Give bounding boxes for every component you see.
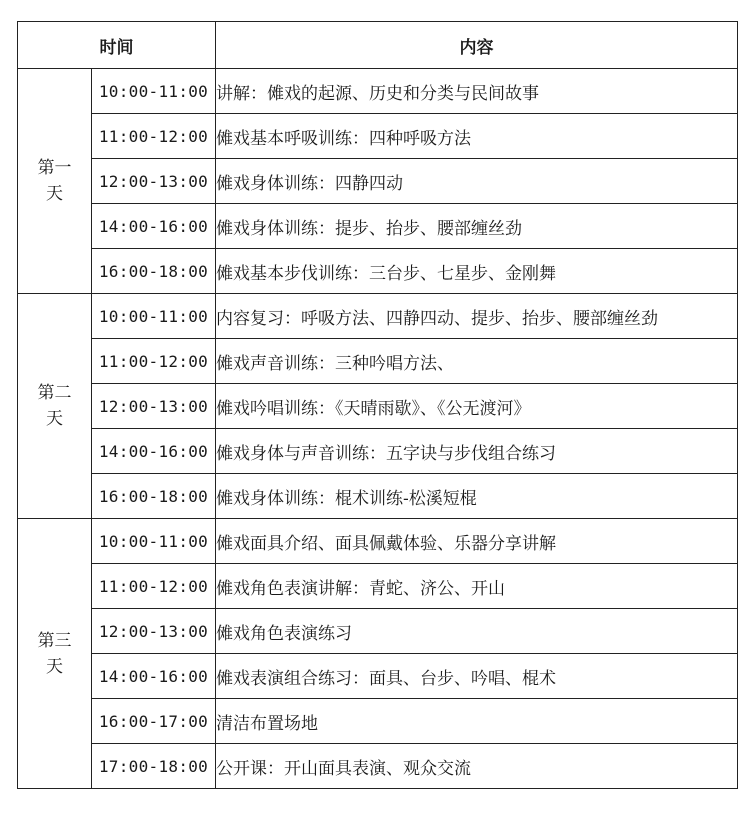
- table-row: [18, 519, 738, 564]
- day-label: [18, 519, 92, 789]
- content-cell: 傩戏面具介绍、面具佩戴体验、乐器分享讲解: [216, 519, 738, 564]
- table-row: [18, 204, 738, 249]
- content-cell: 公开课：开山面具表演、观众交流: [216, 744, 738, 789]
- content-cell: 讲解：傩戏的起源、历史和分类与民间故事: [216, 69, 738, 114]
- day-label-line2: 天: [46, 656, 63, 677]
- header-row: [18, 22, 738, 69]
- content-cell: 清洁布置场地: [216, 699, 738, 744]
- time-cell: 10:00-11:00: [92, 69, 216, 114]
- table-row: [18, 69, 738, 114]
- time-cell: 10:00-11:00: [92, 294, 216, 339]
- time-cell: 16:00-18:00: [92, 474, 216, 519]
- content-cell: 傩戏角色表演讲解：青蛇、济公、开山: [216, 564, 738, 609]
- content-cell: 傩戏基本呼吸训练：四种呼吸方法: [216, 114, 738, 159]
- time-cell: 14:00-16:00: [92, 654, 216, 699]
- table-row: [18, 159, 738, 204]
- time-cell: 16:00-18:00: [92, 249, 216, 294]
- day-label-line1: 第三: [37, 630, 72, 651]
- table-row: [18, 114, 738, 159]
- content-cell: 傩戏吟唱训练：《天晴雨歇》、《公无渡河》: [216, 384, 738, 429]
- content-cell: 傩戏身体与声音训练：五字诀与步伐组合练习: [216, 429, 738, 474]
- time-cell: 14:00-16:00: [92, 429, 216, 474]
- day-label: [18, 294, 92, 519]
- content-cell: 傩戏角色表演练习: [216, 609, 738, 654]
- header-time: 时间: [18, 22, 216, 69]
- day-label-line1: 第二: [37, 383, 72, 403]
- table-row: [18, 249, 738, 294]
- day-label-line1: 第一: [37, 158, 72, 178]
- time-cell: 16:00-17:00: [92, 699, 216, 744]
- table-row: [18, 744, 738, 789]
- time-cell: 10:00-11:00: [92, 519, 216, 564]
- time-cell: 14:00-16:00: [92, 204, 216, 249]
- content-cell: 内容复习：呼吸方法、四静四动、提步、抬步、腰部缠丝劲: [216, 294, 738, 339]
- table-row: [18, 654, 738, 699]
- content-cell: 傩戏身体训练：提步、抬步、腰部缠丝劲: [216, 204, 738, 249]
- time-cell: 12:00-13:00: [92, 159, 216, 204]
- time-cell: 11:00-12:00: [92, 339, 216, 384]
- table-row: [18, 384, 738, 429]
- table-row: [18, 564, 738, 609]
- table-row: [18, 699, 738, 744]
- content-cell: 傩戏表演组合练习：面具、台步、吟唱、棍术: [216, 654, 738, 699]
- time-cell: 12:00-13:00: [92, 609, 216, 654]
- header-content: 内容: [216, 22, 738, 69]
- time-cell: 11:00-12:00: [92, 564, 216, 609]
- time-cell: 17:00-18:00: [92, 744, 216, 789]
- day-label-line2: 天: [46, 409, 63, 429]
- day-label-line2: 天: [46, 184, 63, 204]
- table-row: [18, 609, 738, 654]
- time-cell: 11:00-12:00: [92, 114, 216, 159]
- content-cell: 傩戏基本步伐训练：三台步、七星步、金刚舞: [216, 249, 738, 294]
- table-row: [18, 339, 738, 384]
- day-label: [18, 69, 92, 294]
- table-row: [18, 474, 738, 519]
- time-cell: 12:00-13:00: [92, 384, 216, 429]
- schedule-table: [17, 21, 738, 789]
- table-row: [18, 429, 738, 474]
- content-cell: 傩戏声音训练：三种吟唱方法、: [216, 339, 738, 384]
- content-cell: 傩戏身体训练：棍术训练-松溪短棍: [216, 474, 738, 519]
- content-cell: 傩戏身体训练：四静四动: [216, 159, 738, 204]
- table-row: [18, 294, 738, 339]
